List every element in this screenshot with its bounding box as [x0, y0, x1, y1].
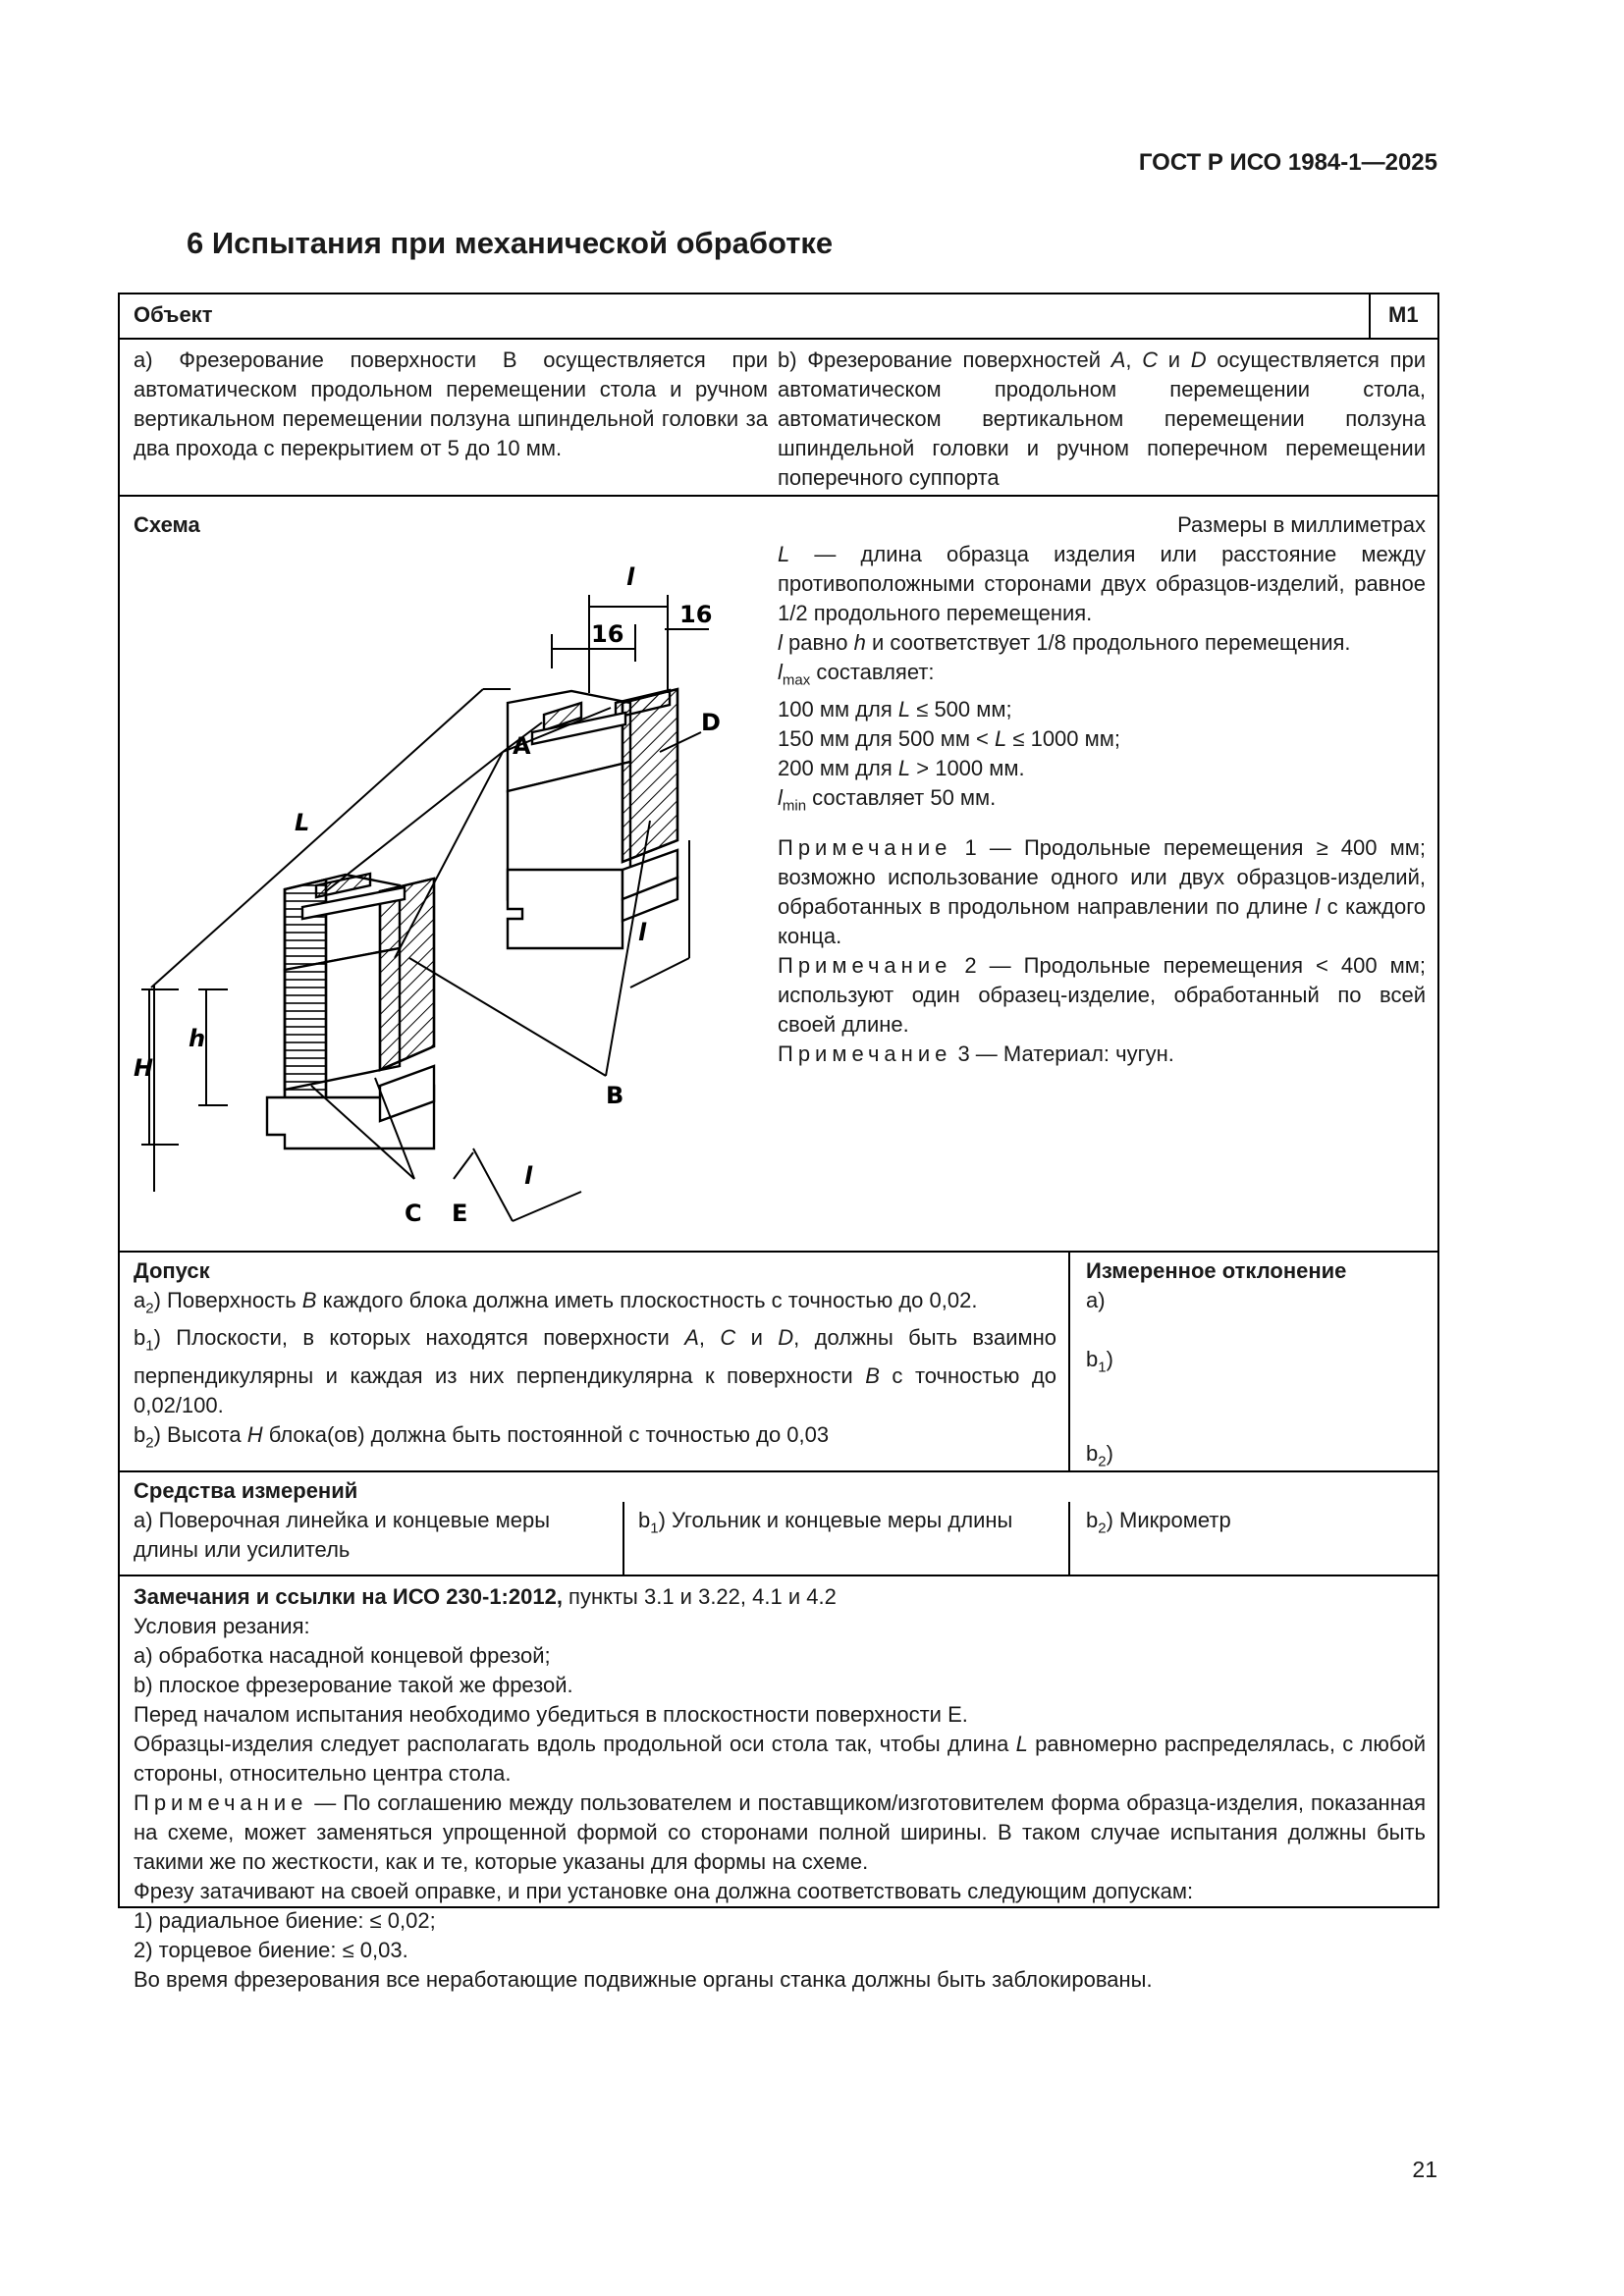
remarks-line-4: Перед началом испытания необходимо убедиться в плоскостности поверхности Е.: [134, 1702, 968, 1727]
remarks-note: Примечание — По соглашению между пользователем и поставщиком/изготовителем форма образца-изделия, показанная на схеме, может заменяться упрощенной формой со сторонами полной ширины. В таком случае испытания должны быть такими же по жесткости, как и те, которые указаны для формы на схеме.: [134, 1790, 1426, 1874]
instruments-label: Средства измерений: [134, 1478, 358, 1503]
workpiece-diagram: [120, 497, 748, 1243]
label-E: E: [452, 1200, 468, 1227]
object-item-b: b) Фрезерование поверхностей А, С и D осуществляется при автоматическом продольном перемещении стола, автоматическом вертикальном перемещении ползуна шпиндельной головки и ручном поперечном перемещении поперечного суппорта: [778, 347, 1426, 490]
remarks-line-8: 2) торцевое биение: ≤ 0,03.: [134, 1938, 408, 1962]
L-definition: L — длина образца изделия или расстояние между противоположными сторонами двух образцов-изделий, равное 1/2 продольного перемещения.: [778, 542, 1426, 625]
range-3: 200 мм для L > 1000 мм.: [778, 756, 1025, 781]
note-1: Примечание 1 — Продольные перемещения ≥ 400 мм; возможно использование одного или двух образцов-изделий, обработанных в продольном направлении по длине l с каждого конца.: [778, 834, 1426, 948]
dim-l-bottom: l: [524, 1162, 533, 1190]
dim-l-top: l: [626, 563, 635, 591]
document-standard-header: ГОСТ Р ИСО 1984-1—2025: [1138, 149, 1437, 176]
page-number: 21: [1412, 2157, 1437, 2182]
remarks-heading: Замечания и ссылки на ИСО 230-1:2012, пункты 3.1 и 3.22, 4.1 и 4.2: [134, 1584, 837, 1609]
remarks-text: [134, 1582, 1426, 1995]
section-title: 6 Испытания при механической обработке: [187, 226, 834, 260]
dim-H: H: [134, 1054, 154, 1082]
range-2: 150 мм для 500 мм < L ≤ 1000 мм;: [778, 726, 1120, 752]
tolerance-box: [118, 1251, 1439, 1472]
measured-b2: $b_2$): [1086, 1441, 1113, 1470]
scheme-box: [118, 495, 1439, 1253]
tolerance-text: [134, 1256, 1056, 1458]
label-C: C: [405, 1200, 422, 1227]
dim-16-left: 16: [591, 620, 624, 648]
object-box: [118, 293, 1439, 497]
scheme-text: [778, 510, 1426, 1069]
remarks-line-6: Фрезу затачивают на своей оправке, и при установке она должна соответствовать следующим допускам:: [134, 1879, 1194, 1903]
instrument-a: а) Поверочная линейка и концевые меры длины или усилитель: [134, 1508, 551, 1562]
remarks-line-5: Образцы-изделия следует располагать вдоль продольной оси стола так, чтобы длина L равномерно распределялась, с любой стороны, относительно центра стола.: [134, 1732, 1426, 1786]
units-note: Размеры в миллиметрах: [1177, 512, 1426, 537]
remarks-line-9: Во время фрезерования все неработающие подвижные органы станка должны быть заблокированы.: [134, 1967, 1153, 1992]
object-code: М1: [1388, 302, 1419, 327]
lmax-line: $l_{max}$ составляет:: [778, 660, 935, 689]
label-B: B: [606, 1082, 624, 1109]
instrument-b2: $b_2$) Микрометр: [1086, 1508, 1231, 1537]
remarks-line-3: b) плоское фрезерование такой же фрезой.: [134, 1673, 573, 1697]
instrument-b1: $b_1$) Угольник и концевые меры длины: [638, 1508, 1013, 1537]
object-item-a: а) Фрезерование поверхности В осуществляется при автоматическом продольном перемещении стола и ручном вертикальном перемещении ползуна шпиндельной головки за два прохода с перекрытием от 5 до 10 мм.: [134, 347, 768, 460]
range-1: 100 мм для L ≤ 500 мм;: [778, 697, 1012, 722]
tolerance-label: Допуск: [134, 1258, 210, 1283]
dim-h: h: [189, 1025, 206, 1052]
measured-b1: $b_1$): [1086, 1347, 1113, 1376]
dim-l-right: l: [638, 919, 647, 946]
measured-label: Измеренное отклонение: [1086, 1258, 1347, 1283]
note-2: Примечание 2 — Продольные перемещения < 400 мм; используют один образец-изделие, обработанный по всей своей длине.: [778, 952, 1426, 1037]
object-label: Объект: [134, 302, 213, 327]
label-A: A: [513, 732, 531, 760]
remarks-line-2: а) обработка насадной концевой фрезой;: [134, 1643, 551, 1668]
tolerance-a2: $а_2$) Поверхность В каждого блока должна иметь плоскостность с точностью до 0,02.: [134, 1288, 978, 1317]
scheme-label: Схема: [134, 512, 200, 537]
l-definition: l равно h и соответствует 1/8 продольного перемещения.: [778, 630, 1351, 655]
tolerance-b1: $b_1$) Плоскости, в которых находятся поверхности А, С и D, должны быть взаимно перпендикулярны и каждая из них перпендикулярна к поверхности В с точностью до 0,02/100.: [134, 1325, 1057, 1417]
lmin-line: $l_{min}$ составляет 50 мм.: [778, 785, 997, 815]
dim-16-right: 16: [679, 601, 713, 628]
instruments-box: [118, 1470, 1439, 1576]
remarks-line-7: 1) радиальное биение: ≤ 0,02;: [134, 1908, 436, 1933]
remarks-box: [118, 1575, 1439, 1992]
tolerance-b2: $b_2$) Высота Н блока(ов) должна быть постоянной с точностью до 0,03: [134, 1421, 830, 1452]
note-3: Примечание 3 — Материал: чугун.: [778, 1041, 1174, 1066]
dim-L: L: [295, 809, 310, 836]
remarks-line-1: Условия резания:: [134, 1614, 310, 1638]
measured-a: а): [1086, 1288, 1106, 1312]
label-D: D: [701, 709, 721, 736]
